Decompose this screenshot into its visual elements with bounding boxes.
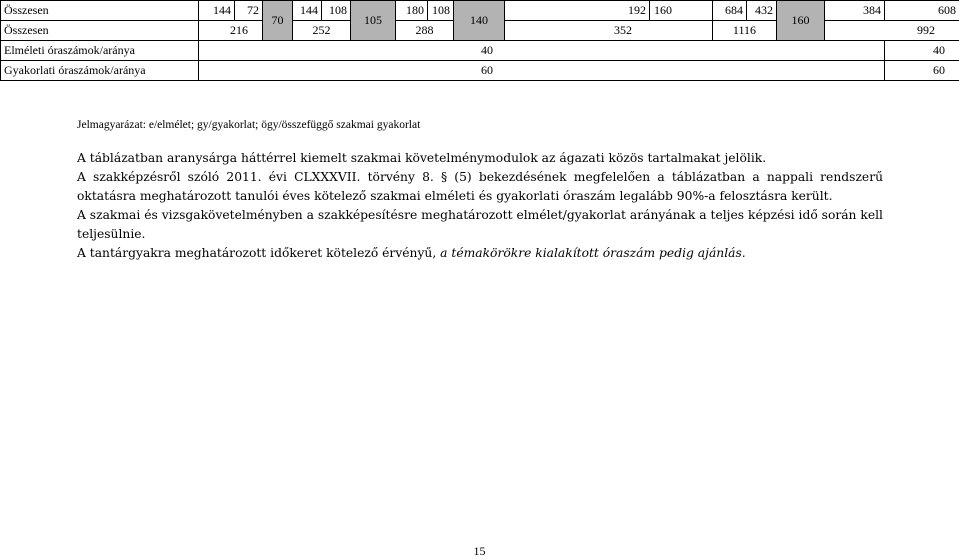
cell: 160	[650, 1, 713, 21]
cell: 384	[825, 1, 885, 21]
cell: 432	[747, 1, 777, 21]
page-number: 15	[0, 544, 959, 559]
row-label: Összesen	[1, 1, 199, 21]
table-row	[1, 41, 959, 61]
table-row	[1, 61, 959, 81]
cell: 40	[885, 41, 959, 61]
cell: 60	[885, 61, 959, 81]
cell: 144	[199, 1, 235, 21]
note-paragraph: A szakképzésről szóló 2011. évi CLXXXVII. törvény 8. § (5) bekezdésének megfelelően a táblázatban a nappali rendszerű oktatásra meghatározott tanulói éves kötelező szakmai elméleti és gyakorlati óraszám legalább 90%-a felosztásra került.	[77, 168, 883, 206]
cell: 684	[713, 1, 747, 21]
row-label: Összesen	[1, 21, 199, 41]
gray-cell: 140	[454, 1, 505, 41]
cell: 72	[235, 1, 263, 21]
row-label: Elméleti óraszámok/aránya	[1, 41, 199, 61]
cell: 180	[396, 1, 428, 21]
row-label: Gyakorlati óraszámok/aránya	[1, 61, 199, 81]
cell: 60	[199, 61, 885, 81]
cell: 252	[293, 21, 351, 41]
cell: 992	[825, 21, 959, 41]
cell: 352	[505, 21, 713, 41]
cell: 288	[396, 21, 454, 41]
cell: 108	[322, 1, 351, 21]
gray-cell: 70	[263, 1, 293, 41]
note-text: A tantárgyakra meghatározott időkeret kötelező érvényű,	[77, 246, 440, 260]
cell: 608	[885, 1, 959, 21]
cell: 1116	[713, 21, 777, 41]
gray-cell: 105	[351, 1, 396, 41]
note-paragraph: A táblázatban aranysárga háttérrel kiemelt szakmai követelménymodulok az ágazati közös tartalmakat jelölik.	[77, 149, 883, 168]
cell: 108	[428, 1, 454, 21]
cell: 192	[505, 1, 650, 21]
legend-text: Jelmagyarázat: e/elmélet; gy/gyakorlat; ögy/összefüggő szakmai gyakorlat	[77, 119, 420, 131]
table-row	[1, 1, 959, 21]
gray-cell: 160	[777, 1, 825, 41]
cell: 216	[199, 21, 263, 41]
cell: 144	[293, 1, 322, 21]
note-paragraph: A szakmai és vizsgakövetelményben a szakképesítésre meghatározott elmélet/gyakorlat arányának a teljes képzési idő során kell teljesülnie.	[77, 206, 883, 244]
note-italic-text: a témakörökre kialakított óraszám pedig ajánlás.	[440, 246, 746, 260]
cell: 40	[199, 41, 885, 61]
hours-summary-table	[0, 0, 959, 81]
note-paragraph	[77, 244, 883, 263]
notes-block	[77, 149, 883, 263]
